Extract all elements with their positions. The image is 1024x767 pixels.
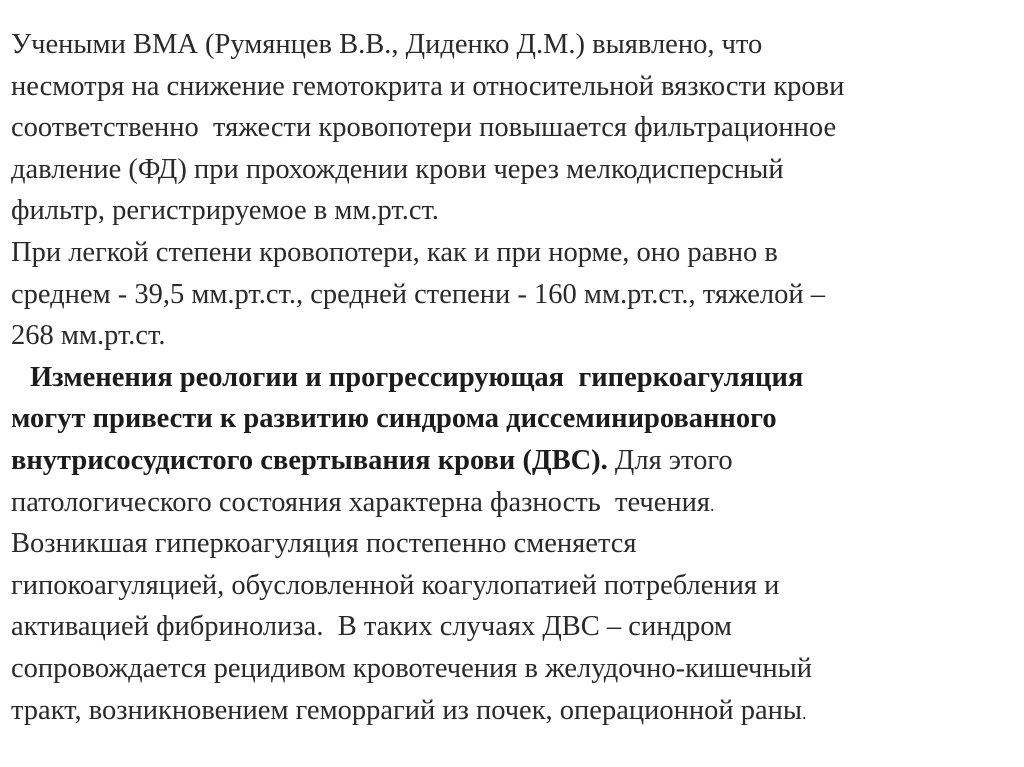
- text-line: несмотря на снижение гемотокрита и относительной вязкости крови: [11, 70, 845, 102]
- text-line: Возникшая гиперкоагуляция постепенно сменяется: [11, 528, 637, 560]
- text-line: 268 мм.рт.ст.: [11, 320, 166, 352]
- text-line: Учеными ВМА (Румянцев В.В., Диденко Д.М.) выявлено, что: [11, 29, 763, 60]
- text-line: фильтр, регистрируемое в мм.рт.ст.: [11, 195, 439, 227]
- text-line: соответственно тяжести кровопотери повышается фильтрационное: [11, 112, 837, 144]
- period-mark: .: [802, 702, 807, 723]
- bold-text-fragment: внутрисосудистого свертывания крови (ДВС).: [11, 444, 608, 476]
- slide-text-body: [8, 24, 1016, 731]
- text-line: При легкой степени кровопотери, как и при норме, оно равно в: [11, 236, 778, 268]
- text-fragment: патологического состояния характерна фазность течения: [11, 486, 710, 518]
- text-line: давление (ФД) при прохождении крови через мелкодисперсный: [11, 153, 784, 185]
- text-line: [11, 690, 1019, 732]
- text-fragment: Для этого: [607, 444, 733, 476]
- text-line: активацией фибринолиза. В таких случаях ДВС – синдром: [11, 611, 732, 643]
- text-line: [11, 482, 1019, 524]
- bold-text-line: могут привести к развитию синдрома диссеминированного: [11, 403, 777, 435]
- text-line: сопровождается рецидивом кровотечения в желудочно-кишечный: [11, 652, 813, 684]
- period-mark: .: [709, 494, 715, 515]
- text-line: гипокоагуляцией, обусловленной коагулопатией потребления и: [11, 569, 780, 601]
- text-fragment: тракт, возникновением геморрагий из почек, операционной раны: [11, 694, 803, 726]
- text-line: среднем - 39,5 мм.рт.ст., средней степени - 160 мм.рт.ст., тяжелой –: [11, 278, 826, 310]
- bold-text-line: Изменения реологии и прогрессирующая гиперкоагуляция: [30, 361, 804, 393]
- mixed-text-line: [11, 440, 1019, 482]
